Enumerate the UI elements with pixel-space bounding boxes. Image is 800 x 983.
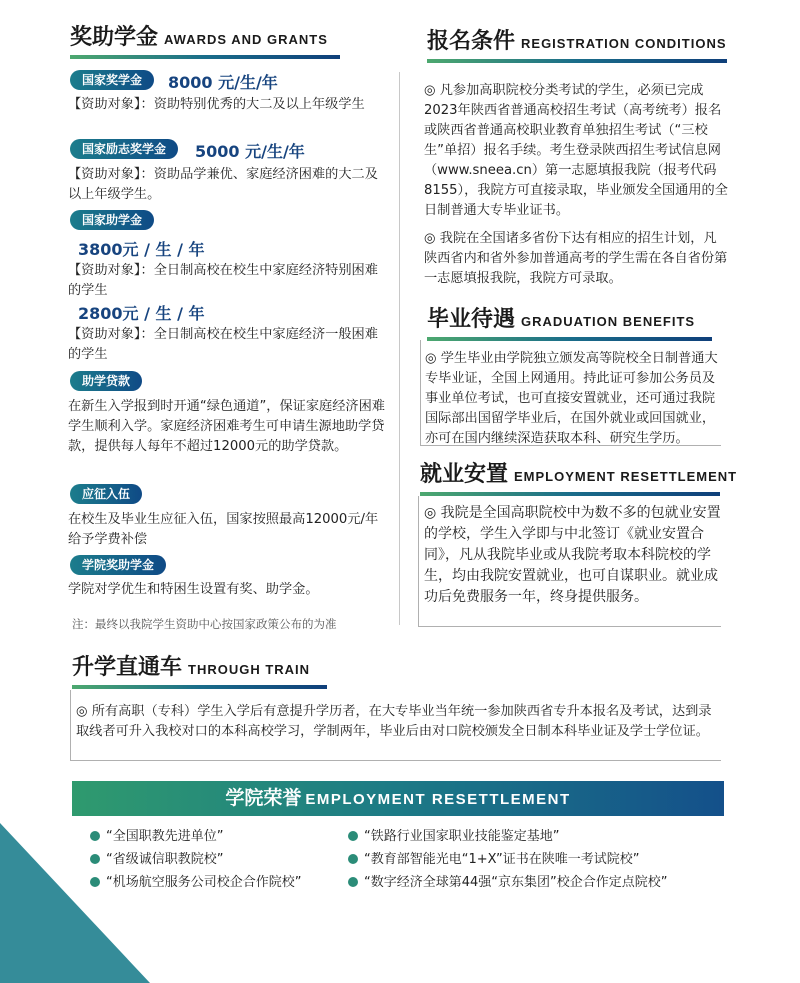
registration-paragraph-1: ◎ 凡参加高职院校分类考试的学生，必须已完成2023年陕西省普通高校招生考试（高考统考）报名或陕西省普通高校职业教育单独招生考试（“三校生”单招）报名手续。考生登录陕西招生考试信息网（www.sneea.cn）第一志愿填报我院（报考代码8155），我院方可直接录取，毕业颁发全国通用的全日制普通大专毕业证书。: [424, 83, 728, 218]
employment-title-zh: 就业安置: [420, 461, 509, 487]
military-label: 应征入伍: [70, 484, 142, 504]
military-text: 在校生及毕业生应征入伍，国家按照最高12000元/年给予学费补偿: [68, 512, 379, 547]
loan-label: 助学贷款: [70, 371, 142, 391]
honor-text: “省级诚信职教院校”: [106, 852, 224, 867]
through-train-title-zh: 升学直通车: [72, 654, 183, 680]
honor-text: “铁路行业国家职业技能鉴定基地”: [364, 829, 560, 844]
honor-item: [90, 825, 223, 844]
college-grant-text: 学院对学优生和特困生设置有奖、助学金。: [68, 582, 319, 597]
honor-item: [348, 871, 667, 890]
inspiration-scholarship-target: 【资助对象】：资助品学兼优、家庭经济困难的大二及以上年级学生。: [68, 167, 378, 202]
decorative-corner: [0, 823, 150, 983]
employment-paragraph: ◎ 我院是全国高职院校中为数不多的包就业安置的学校，学生入学即与中北签订《就业安置合同》，凡从我院毕业或从我院考取本科院校的学生，均由我院安置就业，也可自谋职业。就业成功后免费服务一年，终身提供服务。: [424, 505, 721, 605]
honor-item: [348, 825, 559, 844]
national-grant-amount-2: 2800元 / 生 / 年: [78, 304, 205, 323]
bullet-dot: [90, 877, 100, 887]
national-grant-target-1: 【资助对象】：全日制高校在校生中家庭经济特别困难的学生: [68, 263, 378, 298]
registration-heading-bar: [427, 59, 727, 63]
employment-title-en: EMPLOYMENT RESETTLEMENT: [514, 469, 738, 484]
registration-paragraph-2: ◎ 我院在全国诸多省份下达有相应的招生计划，凡陕西省内和省外参加普通高考的学生需在各自省份第一志愿填报我院，我院方可录取。: [424, 231, 728, 286]
honor-text: “数字经济全球第44强“京东集团”校企合作定点院校”: [364, 875, 668, 890]
college-grant-label: 学院奖助学金: [70, 555, 166, 575]
graduation-paragraph: ◎ 学生毕业由学院独立颁发高等院校全日制普通大专毕业证，全国上网通用。持此证可参加公务员及事业单位考试，也可直接安置就业，还可通过我院国际部出国留学毕业后，在国外就业或回国就业，亦可在国内继续深造获取本科、研究生学历。: [425, 351, 718, 446]
graduation-title-zh: 毕业待遇: [427, 306, 516, 332]
through-train-heading: [72, 650, 327, 689]
honor-text: “全国职教先进单位”: [106, 829, 224, 844]
national-scholarship-label: 国家奖学金: [70, 70, 154, 90]
national-scholarship-target: 【资助对象】：资助特别优秀的大二及以上年级学生: [68, 97, 365, 112]
honors-title-en: EMPLOYMENT RESETTLEMENT: [305, 791, 571, 808]
national-scholarship-amount: 8000 元/生/年: [168, 73, 278, 92]
awards-heading: [70, 20, 340, 59]
bullet-dot: [90, 854, 100, 864]
registration-title-en: REGISTRATION CONDITIONS: [521, 36, 727, 51]
honor-text: “机场航空服务公司校企合作院校”: [106, 875, 302, 890]
bullet-dot: [348, 877, 358, 887]
awards-title-zh: 奖助学金: [70, 24, 159, 50]
honor-item: [348, 848, 639, 867]
inspiration-scholarship-amount: 5000 元/生/年: [195, 142, 305, 161]
honor-item: [90, 848, 223, 867]
column-divider: [399, 72, 400, 625]
awards-note: 注：最终以我院学生资助中心按国家政策公布的为准: [72, 617, 337, 631]
honors-title-zh: 学院荣誉: [225, 787, 302, 809]
awards-heading-bar: [70, 55, 340, 59]
through-train-title-en: THROUGH TRAIN: [188, 662, 311, 677]
loan-text: 在新生入学报到时开通“绿色通道”，保证家庭经济困难学生顺利入学。家庭经济困难考生可申请生源地助学贷款，提供每人每年不超过12000元的助学贷款。: [68, 399, 385, 454]
honors-banner: [72, 781, 724, 816]
graduation-heading: [427, 302, 712, 341]
honor-text: “教育部智能光电“1+X”证书在陕唯一考试院校”: [364, 852, 640, 867]
bullet-dot: [348, 854, 358, 864]
graduation-title-en: GRADUATION BENEFITS: [521, 314, 696, 329]
bullet-dot: [348, 831, 358, 841]
through-train-heading-bar: [72, 685, 327, 689]
national-grant-target-2: 【资助对象】：全日制高校在校生中家庭经济一般困难的学生: [68, 327, 378, 362]
awards-title-en: AWARDS AND GRANTS: [164, 32, 328, 47]
inspiration-scholarship-label: 国家励志奖学金: [70, 139, 178, 159]
honor-item: [90, 871, 301, 890]
bullet-dot: [90, 831, 100, 841]
through-train-paragraph: ◎ 所有高职（专科）学生入学后有意提升学历者，在大专毕业当年统一参加陕西省专升本报名及考试，达到录取线者可升入我校对口的本科高校学习，学制两年，毕业后由对口院校颁发全日制本科毕业证及学士学位证。: [76, 704, 712, 739]
national-grant-label: 国家助学金: [70, 210, 154, 230]
employment-heading: [420, 457, 738, 496]
registration-heading: [427, 24, 727, 63]
national-grant-amount-1: 3800元 / 生 / 年: [78, 240, 205, 259]
registration-title-zh: 报名条件: [427, 28, 516, 54]
